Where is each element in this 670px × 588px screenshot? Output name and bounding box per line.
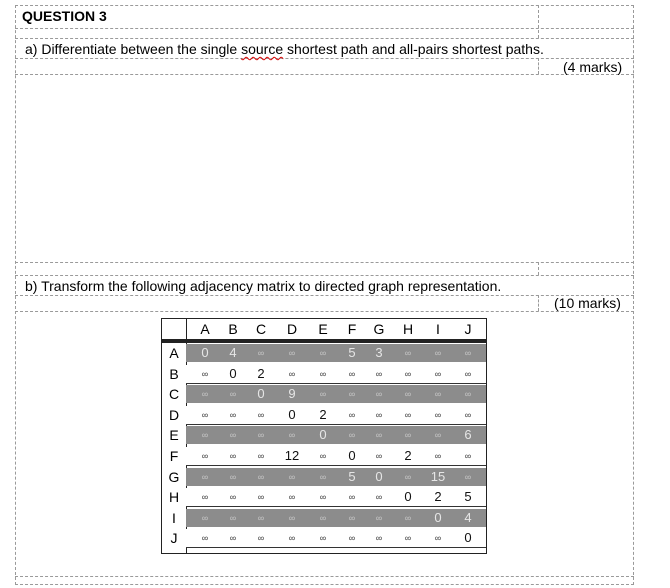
matrix-cell: ∞ [348,430,356,441]
divider [15,295,634,296]
matrix-cell: ∞ [257,533,265,544]
matrix-col-header: H [402,321,414,337]
matrix-cell: ∞ [404,368,412,379]
matrix-cell: ∞ [319,492,327,503]
matrix-cell: ∞ [434,451,442,461]
matrix-cell: ∞ [404,409,412,420]
divider [538,5,539,38]
matrix-cell: ∞ [319,368,327,379]
matrix-cell: ∞ [257,451,265,461]
matrix-cell: 0 [229,365,237,381]
matrix-cell: 6 [464,427,472,443]
matrix-cell: 0 [375,468,383,484]
matrix-cell: ∞ [348,409,356,420]
matrix-cell: ∞ [257,512,265,523]
matrix-cell: ∞ [201,471,209,482]
matrix-cell: ∞ [464,409,472,420]
matrix-cell: ∞ [288,512,296,523]
matrix-cell: 4 [229,345,237,360]
matrix-cell: ∞ [229,430,237,441]
matrix-cell: 5 [348,345,356,360]
matrix-cell: ∞ [348,389,356,400]
matrix-cell: ∞ [319,471,327,482]
matrix-row-header: C [168,386,180,403]
matrix-cell: ∞ [201,533,209,544]
matrix-col-header: C [255,321,267,337]
matrix-col-header: A [200,321,210,337]
divider [15,576,634,577]
matrix-cell: ∞ [288,492,296,503]
matrix-cell: 0 [464,530,472,546]
matrix-cell: ∞ [404,430,412,441]
matrix-col-header: B [228,321,238,337]
matrix-row-header: J [170,530,178,547]
matrix-cell: ∞ [257,471,265,482]
matrix-cell: ∞ [229,533,237,544]
divider [15,28,634,29]
matrix-col-header: I [436,321,440,337]
part-a-underlined-word: source [241,41,284,57]
matrix-cell: ∞ [375,492,383,503]
matrix-cell: 0 [288,406,296,422]
part-b-marks: (10 marks) [554,295,621,311]
matrix-cell: ∞ [319,389,327,400]
matrix-cell: ∞ [348,492,356,503]
matrix-cell: 5 [464,489,472,505]
matrix-cell: ∞ [464,471,472,482]
matrix-cell: ∞ [348,512,356,523]
matrix-col-header: J [464,321,472,337]
matrix-cell: ∞ [375,512,383,523]
divider [15,262,634,263]
part-a-question [25,41,544,57]
matrix-cell: ∞ [257,430,265,441]
matrix-col-header: D [286,321,298,337]
matrix-row-header: E [169,427,179,444]
matrix-cell: ∞ [288,471,296,482]
matrix-cell: 2 [434,489,442,505]
matrix-cell: ∞ [319,348,327,358]
matrix-cell: ∞ [375,430,383,441]
matrix-cell: ∞ [464,368,472,379]
matrix-row-header: D [168,406,180,423]
matrix-cell: 4 [464,509,472,525]
part-a-marks: (4 marks) [563,59,623,75]
matrix-cell: 9 [288,386,296,402]
part-b-question: b) Transform the following adjacency matrix to directed graph representation. [25,278,502,294]
matrix-cell: ∞ [319,533,327,544]
matrix-cell: ∞ [434,389,442,400]
matrix-cell: ∞ [464,389,472,400]
matrix-cell: ∞ [434,430,442,441]
matrix-cell: ∞ [229,451,237,461]
matrix-cell: ∞ [404,348,412,358]
matrix-cell: ∞ [201,512,209,523]
matrix-cell: 15 [430,468,446,484]
matrix-cell: ∞ [201,409,209,420]
divider [538,295,539,311]
matrix-cell: 2 [319,406,327,422]
matrix-cell: ∞ [288,348,296,358]
matrix-cell: ∞ [319,451,327,461]
matrix-cell: ∞ [404,389,412,400]
divider [538,58,539,74]
matrix-cell: ∞ [257,492,265,503]
matrix-cell: ∞ [257,348,265,358]
matrix-cell: 0 [257,386,265,402]
divider [15,74,634,75]
matrix-cell: 5 [348,468,356,484]
matrix-cell: ∞ [201,492,209,503]
matrix-cell: 2 [404,448,412,463]
matrix-cell: ∞ [404,471,412,482]
matrix-col-header: E [318,321,328,337]
matrix-cell: 0 [404,489,412,505]
matrix-cell: ∞ [375,368,383,379]
part-a-prefix: a) Differentiate between the single [25,41,242,57]
matrix-cell: ∞ [201,368,209,379]
divider [15,275,634,276]
matrix-cell: ∞ [434,533,442,544]
matrix-cell: ∞ [288,368,296,379]
matrix-cell: ∞ [288,430,296,441]
adjacency-matrix [161,318,487,554]
matrix-cell: ∞ [464,451,472,461]
matrix-cell: ∞ [229,389,237,400]
matrix-cell: ∞ [404,512,412,523]
matrix-cell: ∞ [375,389,383,400]
matrix-cell: 0 [319,427,327,443]
matrix-cell: ∞ [229,471,237,482]
matrix-cell: 0 [348,448,356,463]
matrix-cell: ∞ [434,409,442,420]
part-a-suffix: shortest path and all-pairs shortest paths. [283,41,544,57]
matrix-cell: 12 [284,448,300,463]
matrix-cell: ∞ [375,451,383,461]
matrix-cell: ∞ [201,389,209,400]
divider [15,38,634,39]
matrix-cell: ∞ [434,368,442,379]
matrix-cell: ∞ [348,368,356,379]
matrix-row-header: I [172,509,176,526]
matrix-col-header: F [347,321,357,337]
matrix-cell: ∞ [434,348,442,358]
matrix-row-header: A [169,345,179,361]
matrix-cell: ∞ [257,409,265,420]
matrix-cell: ∞ [201,430,209,441]
matrix-cell: ∞ [201,451,209,461]
matrix-cell: ∞ [404,533,412,544]
divider [15,58,634,59]
matrix-cell: ∞ [229,409,237,420]
matrix-cell: 2 [257,365,265,381]
matrix-cell: ∞ [288,533,296,544]
matrix-cell: ∞ [375,409,383,420]
matrix-cell: 0 [201,345,209,360]
divider [538,262,539,275]
matrix-cell: ∞ [375,533,383,544]
matrix-row-header: H [168,489,180,506]
matrix-cell: ∞ [319,512,327,523]
matrix-cell: ∞ [464,348,472,358]
matrix-cell: ∞ [229,512,237,523]
matrix-cell: 3 [375,345,383,360]
question-title: QUESTION 3 [22,8,107,24]
matrix-cell: 0 [434,509,442,525]
matrix-cell: ∞ [229,492,237,503]
matrix-row-header: G [168,468,180,485]
matrix-col-header: G [373,321,385,337]
matrix-row-header: F [169,448,179,464]
matrix-cell: ∞ [348,533,356,544]
matrix-row-header: B [169,365,179,382]
divider [15,311,634,312]
